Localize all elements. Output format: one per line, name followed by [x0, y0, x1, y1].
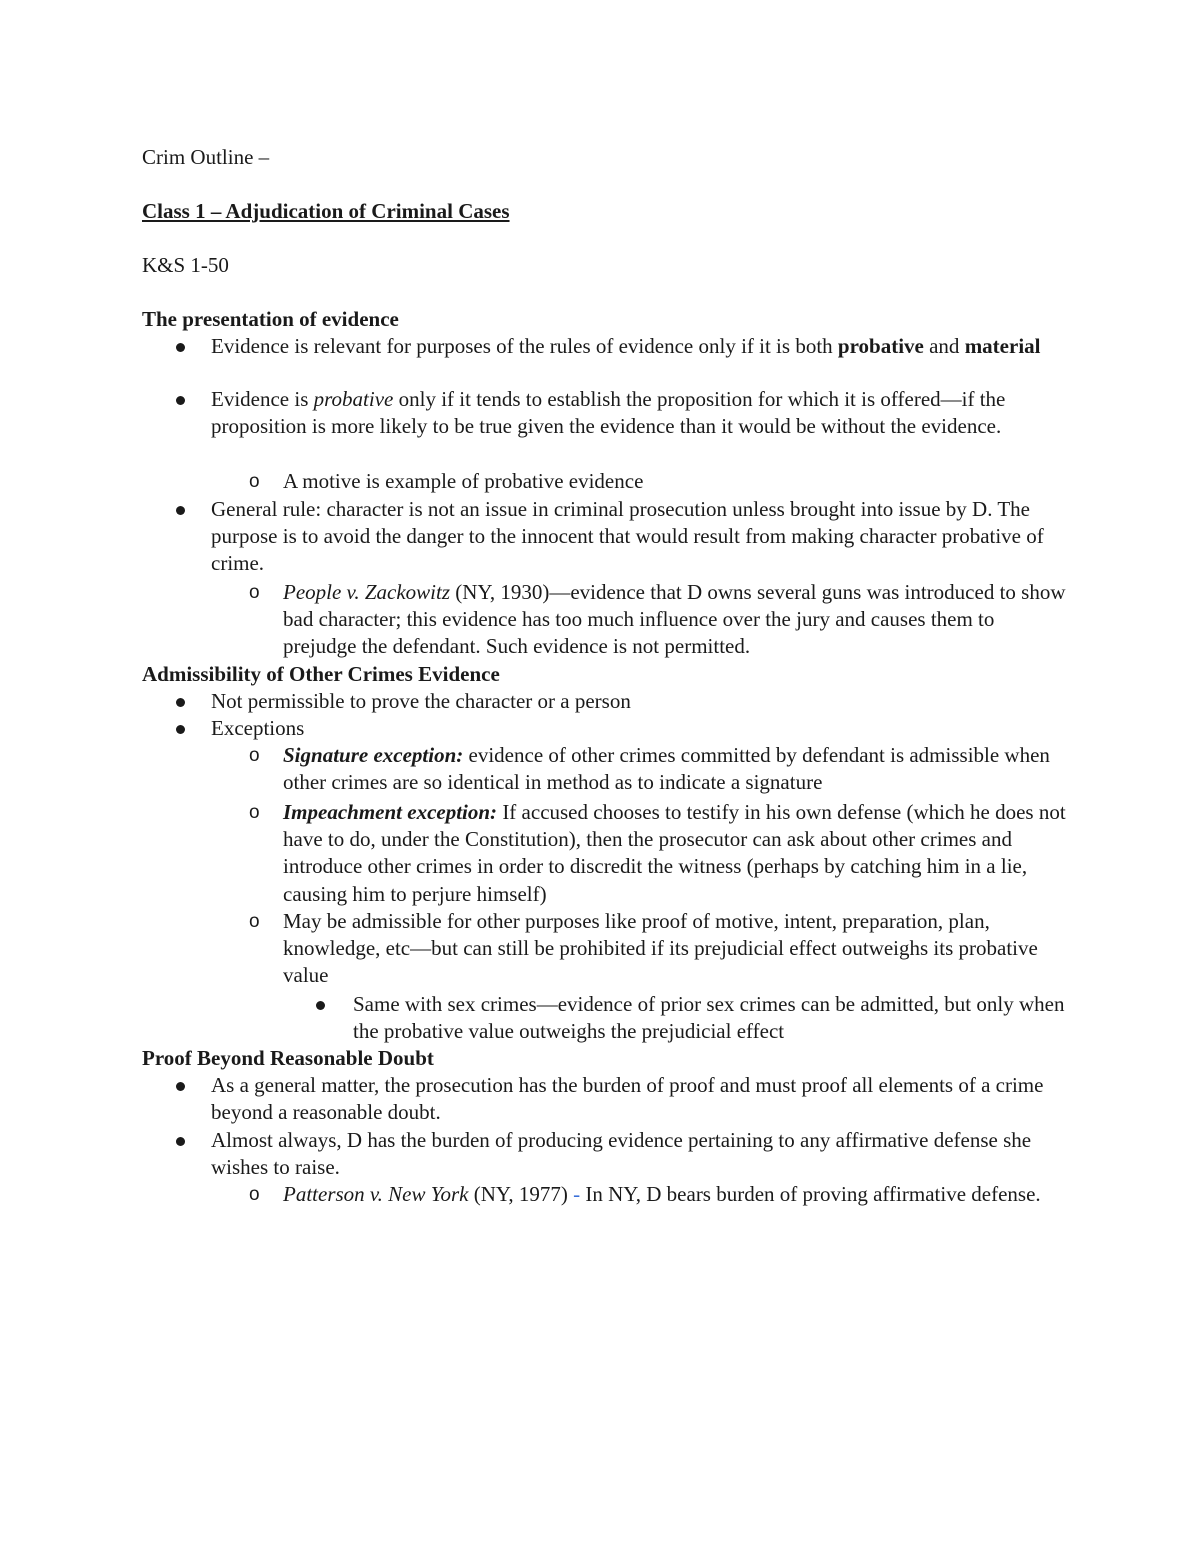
bullet-icon: [176, 1082, 185, 1091]
list-item: Evidence is relevant for purposes of the rules of evidence only if it is both probative and material: [211, 334, 1041, 358]
bullet-icon: [176, 396, 185, 405]
circle-bullet-icon: o: [249, 582, 260, 603]
list-item: Almost always, D has the burden of producing evidence pertaining to any affirmative defense she wishes to raise.: [211, 1128, 1032, 1180]
circle-bullet-icon: o: [249, 911, 260, 932]
list-item: People v. Zackowitz (NY, 1930)—evidence that D owns several guns was introduced to show bad character; this evidence has too much influence over the jury and causes them to prejudge the defendant. Such evidence is not permitted.: [283, 580, 1066, 659]
list-item: Signature exception: evidence of other crimes committed by defendant is admissible when other crimes are so identical in method as to indicate a signature: [283, 743, 1050, 795]
section-heading: The presentation of evidence: [142, 307, 399, 331]
bullet-icon: [176, 698, 185, 707]
section-heading: Proof Beyond Reasonable Doubt: [142, 1046, 434, 1070]
circle-bullet-icon: o: [249, 802, 260, 823]
bullet-icon: [176, 343, 185, 352]
list-item: Impeachment exception: If accused chooses to testify in his own defense (which he does not have to do, under the Constitution), then the prosecutor can ask about other crimes and introduce other crimes in order to discredit the witness (perhaps by catching him in a lie, causing him to perjure himself): [283, 800, 1066, 906]
bullet-icon: [176, 506, 185, 515]
list-item: Same with sex crimes—evidence of prior sex crimes can be admitted, but only when the probative value outweighs the prejudicial effect: [353, 992, 1065, 1044]
circle-bullet-icon: o: [249, 745, 260, 766]
list-item: Not permissible to prove the character or a person: [211, 689, 631, 713]
section-heading: Admissibility of Other Crimes Evidence: [142, 662, 500, 686]
circle-bullet-icon: o: [249, 1184, 260, 1205]
circle-bullet-icon: o: [249, 471, 260, 492]
bullet-icon: [176, 725, 185, 734]
class-heading: Class 1 – Adjudication of Criminal Cases: [142, 199, 510, 223]
list-item: General rule: character is not an issue in criminal prosecution unless brought into issue by D. The purpose is to avoid the danger to the innocent that would result from making character probative of crime.: [211, 497, 1044, 576]
doc-title: Crim Outline –: [142, 145, 270, 169]
list-item: As a general matter, the prosecution has the burden of proof and must proof all elements of a crime beyond a reasonable doubt.: [211, 1073, 1044, 1125]
list-item: Patterson v. New York (NY, 1977) - In NY, D bears burden of proving affirmative defense.: [283, 1182, 1041, 1206]
bullet-icon: [176, 1137, 185, 1146]
reading-assignment: K&S 1-50: [142, 253, 229, 277]
list-item: Evidence is probative only if it tends to establish the proposition for which it is offered—if the proposition is more likely to be true given the evidence than it would be without the evidence.: [211, 387, 1006, 439]
list-item: Exceptions: [211, 716, 305, 740]
list-item: May be admissible for other purposes like proof of motive, intent, preparation, plan, knowledge, etc—but can still be prohibited if its prejudicial effect outweighs its probative value: [283, 909, 1038, 988]
list-item: A motive is example of probative evidence: [283, 469, 644, 493]
bullet-icon: [316, 1001, 325, 1010]
